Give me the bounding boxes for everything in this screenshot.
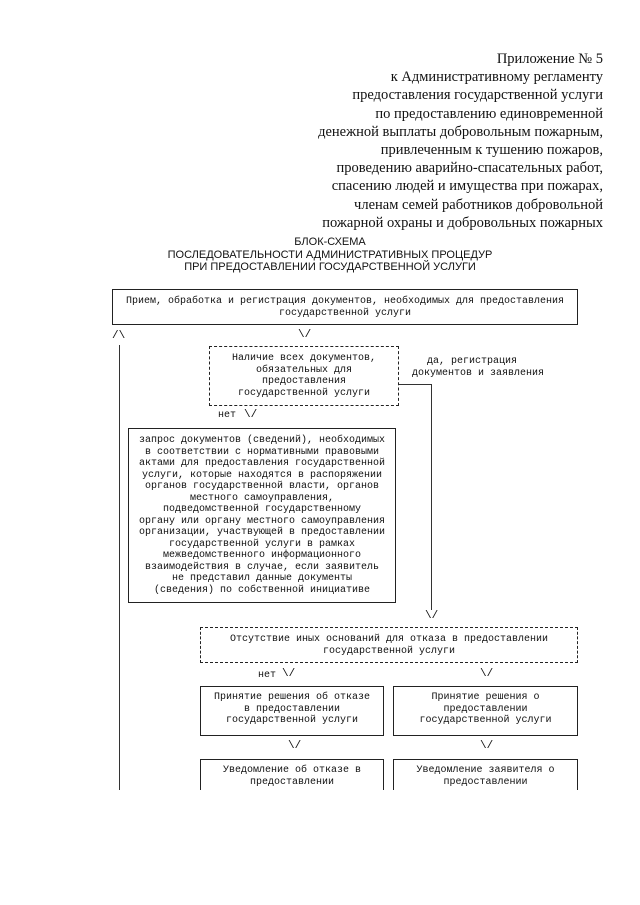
appendix-line: по предоставлению единовременной bbox=[375, 105, 603, 122]
scheme-title-line: ПОСЛЕДОВАТЕЛЬНОСТИ АДМИНИСТРАТИВНЫХ ПРОЦЕДУР bbox=[167, 248, 493, 261]
refuse-decision-line: государственной услуги bbox=[225, 715, 359, 726]
yes-label-line: документов и заявления bbox=[412, 367, 545, 379]
yes-connector bbox=[399, 384, 431, 385]
request-line: не представил данные документы bbox=[171, 573, 353, 584]
appendix-line: привлеченным к тушению пожаров, bbox=[380, 142, 603, 159]
request-line: организации, участвующей в предоставлении bbox=[138, 527, 386, 538]
reception-box bbox=[112, 289, 578, 325]
appendix-line: денежной выплаты добровольным пожарным, bbox=[318, 123, 603, 140]
request-line: органов государственной власти, органов bbox=[144, 481, 380, 492]
grant-decision-line: государственной услуги bbox=[419, 715, 552, 726]
other-grounds-line: государственной услуги bbox=[322, 645, 456, 657]
documents-check-line: Наличие всех документов, bbox=[231, 353, 377, 364]
reception-line: Прием, обработка и регистрация документов, необходимых для предоставления bbox=[125, 296, 565, 307]
request-line: взаимодействия в случае, если заявитель bbox=[144, 561, 380, 573]
request-line: межведомственного информационного bbox=[162, 550, 362, 561]
request-line: государственной услуги в рамках bbox=[168, 538, 356, 550]
grant-notice-line: предоставлении bbox=[443, 776, 528, 788]
up-arrow-icon: /\ bbox=[112, 330, 126, 342]
documents-check-box bbox=[209, 346, 399, 406]
appendix-line: членам семей работников добровольной bbox=[354, 196, 603, 213]
request-line: запрос документов (сведений), необходимых bbox=[138, 435, 386, 446]
grant-decision-box bbox=[393, 686, 578, 736]
down-arrow-icon: \/ bbox=[425, 610, 439, 622]
down-arrow-icon: \/ bbox=[282, 668, 296, 680]
documents-check-line: предоставления bbox=[261, 376, 346, 387]
request-line: местного самоуправления, bbox=[189, 492, 335, 504]
yes-connector-down bbox=[431, 384, 432, 610]
request-line: актами для предоставления государственной bbox=[138, 458, 386, 469]
documents-check-line: обязательных для bbox=[255, 364, 352, 376]
grant-decision-line: предоставлении bbox=[443, 703, 528, 715]
appendix-line: пожарной охраны и добровольных пожарных bbox=[322, 214, 603, 231]
documents-request-box bbox=[128, 428, 396, 603]
yes-label bbox=[412, 356, 545, 379]
appendix-line: предоставления государственной услуги bbox=[352, 87, 603, 104]
refuse-decision-box bbox=[200, 686, 384, 736]
reception-line: государственной услуги bbox=[278, 307, 412, 319]
scheme-title bbox=[150, 236, 510, 274]
down-arrow-icon: \/ bbox=[244, 409, 258, 421]
other-grounds-line: Отсутствие иных оснований для отказа в предоставлении bbox=[229, 634, 549, 645]
request-line: органу или органу местного самоуправления bbox=[138, 515, 386, 527]
down-arrow-icon: \/ bbox=[480, 740, 494, 752]
refuse-notice-line: Уведомление об отказе в bbox=[222, 765, 362, 776]
refuse-notice-box bbox=[200, 759, 384, 790]
request-line: услуги, которые находятся в распоряжении bbox=[141, 469, 383, 481]
appendix-line: проведению аварийно-спасательных работ, bbox=[336, 160, 603, 177]
no-label: нет bbox=[218, 410, 237, 421]
refuse-notice-line: предоставлении bbox=[249, 776, 334, 788]
request-line: в соответствии с нормативными правовыми bbox=[144, 446, 380, 458]
other-grounds-box bbox=[200, 627, 578, 663]
down-arrow-icon: \/ bbox=[288, 740, 302, 752]
scheme-title-line: ПРИ ПРЕДОСТАВЛЕНИИ ГОСУДАРСТВЕННОЙ УСЛУГИ bbox=[184, 261, 476, 273]
refuse-decision-line: Принятие решения об отказе bbox=[213, 692, 371, 703]
refuse-decision-line: в предоставлении bbox=[243, 703, 340, 715]
grant-notice-line: Уведомление заявителя о bbox=[416, 765, 555, 776]
request-line: (сведения) по собственной инициативе bbox=[153, 584, 371, 596]
appendix-line: Приложение № 5 bbox=[496, 51, 603, 67]
grant-notice-box bbox=[393, 759, 578, 790]
appendix-line: спасению людей и имущества при пожарах, bbox=[331, 178, 603, 195]
appendix-caption bbox=[203, 50, 603, 232]
appendix-line: к Административному регламенту bbox=[390, 69, 603, 86]
request-line: подведомственной государственному bbox=[162, 504, 362, 515]
return-line bbox=[119, 345, 120, 790]
scheme-title-line: БЛОК-СХЕМА bbox=[294, 236, 366, 248]
yes-label-line: да, регистрация bbox=[426, 356, 517, 367]
down-arrow-icon: \/ bbox=[480, 668, 494, 680]
documents-check-line: государственной услуги bbox=[237, 387, 371, 399]
down-arrow-icon: \/ bbox=[298, 329, 312, 341]
no-label: нет bbox=[258, 670, 277, 681]
grant-decision-line: Принятие решения о bbox=[431, 692, 540, 703]
